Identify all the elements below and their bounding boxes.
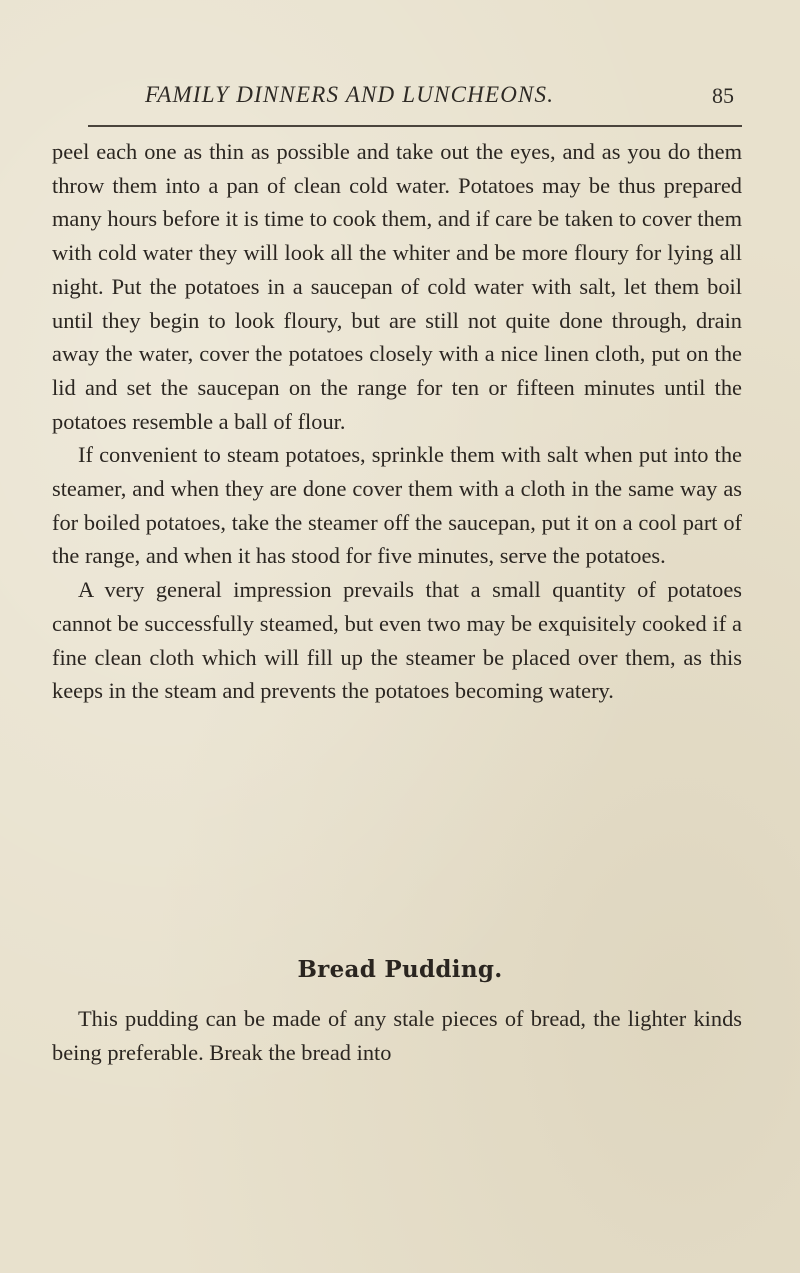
header-rule	[88, 125, 742, 127]
body-text	[52, 135, 742, 708]
paragraph-bread-pudding: This pudding can be made of any stale pieces of bread, the lighter kinds being preferable. Break the bread into	[52, 1006, 742, 1065]
running-head: FAMILY DINNERS AND LUNCHEONS.	[145, 82, 555, 107]
page-number: 85	[712, 83, 734, 108]
bread-pudding-text	[52, 1002, 742, 1069]
paragraph-potatoes-boiling: peel each one as thin as possible and take out the eyes, and as you do them throw them into a pan of clean cold water. Potatoes may be thus prepared many hours before it is time to cook them, and if care be taken to cover them with cold water they will look all the whiter and be more floury for lying all night. Put the potatoes in a saucepan of cold water with salt, let them boil until they begin to look floury, but are still not quite done through, drain away the water, cover the potatoes closely with a nice linen cloth, put on the lid and set the saucepan on the range for ten or fifteen minutes until the potatoes resemble a ball of flour.	[52, 139, 742, 434]
paragraph-potatoes-steaming: If convenient to steam potatoes, sprinkle them with salt when put into the steamer, and when they are done cover them with a cloth in the same way as for boiled potatoes, take the steamer off the saucepan, put it on a cool part of the range, and when it has stood for five minutes, serve the potatoes.	[52, 442, 742, 569]
section-heading-bread-pudding: Bread Pudding.	[297, 956, 503, 983]
paragraph-steaming-small-quantity: A very general impression prevails that a small quantity of potatoes cannot be successfully steamed, but even two may be exquisitely cooked if a fine clean cloth which will fill up the steamer be placed over them, as this keeps in the steam and prevents the potatoes becoming watery.	[52, 577, 742, 704]
